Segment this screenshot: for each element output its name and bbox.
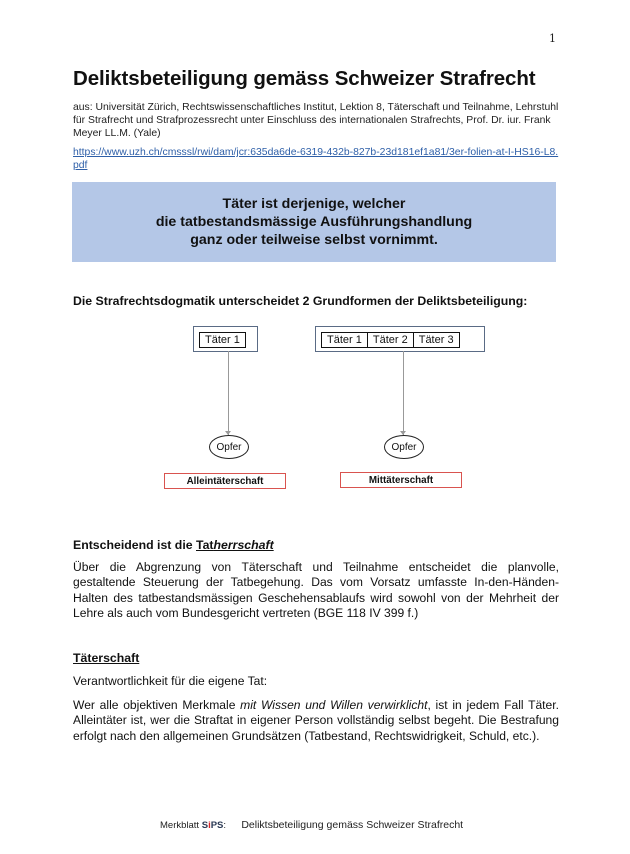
callout-line-2: die tatbestandsmässige Ausführungshandlung bbox=[155, 214, 473, 230]
callout-line-1: Täter ist derjenige, welcher bbox=[222, 196, 406, 212]
taeterschaft-intro: Verantwortlichkeit für die eigene Tat: bbox=[73, 674, 268, 688]
sips-logo: SiPS bbox=[201, 820, 224, 831]
co-perpetrators-label: Mittäterschaft bbox=[340, 472, 462, 488]
actor-cell: Täter 1 bbox=[205, 334, 240, 346]
actor-cell: Täter 3 bbox=[413, 333, 459, 347]
connector-line bbox=[403, 351, 404, 435]
single-perpetrator-label: Alleintäterschaft bbox=[164, 473, 286, 489]
connector-line bbox=[228, 351, 229, 435]
taeterschaft-paragraph: Wer alle objektiven Merkmale mit Wissen und Willen verwirklicht, ist in jedem Fall Täter. Alleintäter ist, wer die Straftat in eigener Person vollständig selbst begeht. Die Bestrafung erfolgt nach den allgemeinen Grundsätzen (Tatbestand, Rechtswidrigkeit, Schuld, etc.). bbox=[73, 698, 559, 743]
section-heading-taeterschaft: Täterschaft bbox=[73, 651, 140, 665]
callout-line-3: ganz oder teilweise selbst vornimmt. bbox=[190, 232, 438, 248]
victim-node: Opfer bbox=[384, 435, 424, 459]
victim-node: Opfer bbox=[209, 435, 249, 459]
source-citation: aus: Universität Zürich, Rechtswissenschaftliches Institut, Lektion 8, Täterschaft und Teilnahme, Lehrstuhl für Strafrecht und Strafprozessrecht unter Einschluss des internationalen Strafrechts, Prof. Dr. iur. Frank Meyer LL.M. (Yale) bbox=[73, 102, 559, 139]
single-perpetrator-actors bbox=[199, 332, 246, 348]
co-perpetrators-actors bbox=[321, 332, 460, 348]
actor-cell: Täter 2 bbox=[367, 333, 413, 347]
page-title: Deliktsbeteiligung gemäss Schweizer Strafrecht bbox=[73, 67, 536, 90]
section-heading-tatherrschaft: Entscheidend ist die Tatherrschaft bbox=[73, 538, 274, 552]
page-number: 1 bbox=[549, 32, 556, 45]
page-footer: Merkblatt SiPS: Deliktsbeteiligung gemäss Schweizer Strafrecht bbox=[160, 819, 464, 831]
definition-callout bbox=[72, 182, 556, 262]
tatherrschaft-paragraph: Über die Abgrenzung von Täterschaft und Teilnahme entscheidet die planvolle, gestaltende Steuerung der Tatbegehung. Das vom Vorsatz umfasste In-den-Händen-Halten des tatbestandsmässigen Geschehensablaufs wird sowohl von der Mehrheit der Lehre als auch vom Bundesgericht vertreten (BGE 118 IV 399 f.) bbox=[73, 560, 559, 620]
footer-title: Deliktsbeteiligung gemäss Schweizer Strafrecht bbox=[241, 819, 464, 831]
actor-cell: Täter 1 bbox=[327, 334, 362, 346]
source-link[interactable]: https://www.uzh.ch/cmsssl/rwi/dam/jcr:635da6de-6319-432b-827b-23d181ef1a81/3er-folien-at-I-HS16-L8.pdf bbox=[73, 147, 559, 171]
diagram-heading: Die Strafrechtsdogmatik unterscheidet 2 Grundformen der Deliktsbeteiligung: bbox=[73, 294, 528, 308]
